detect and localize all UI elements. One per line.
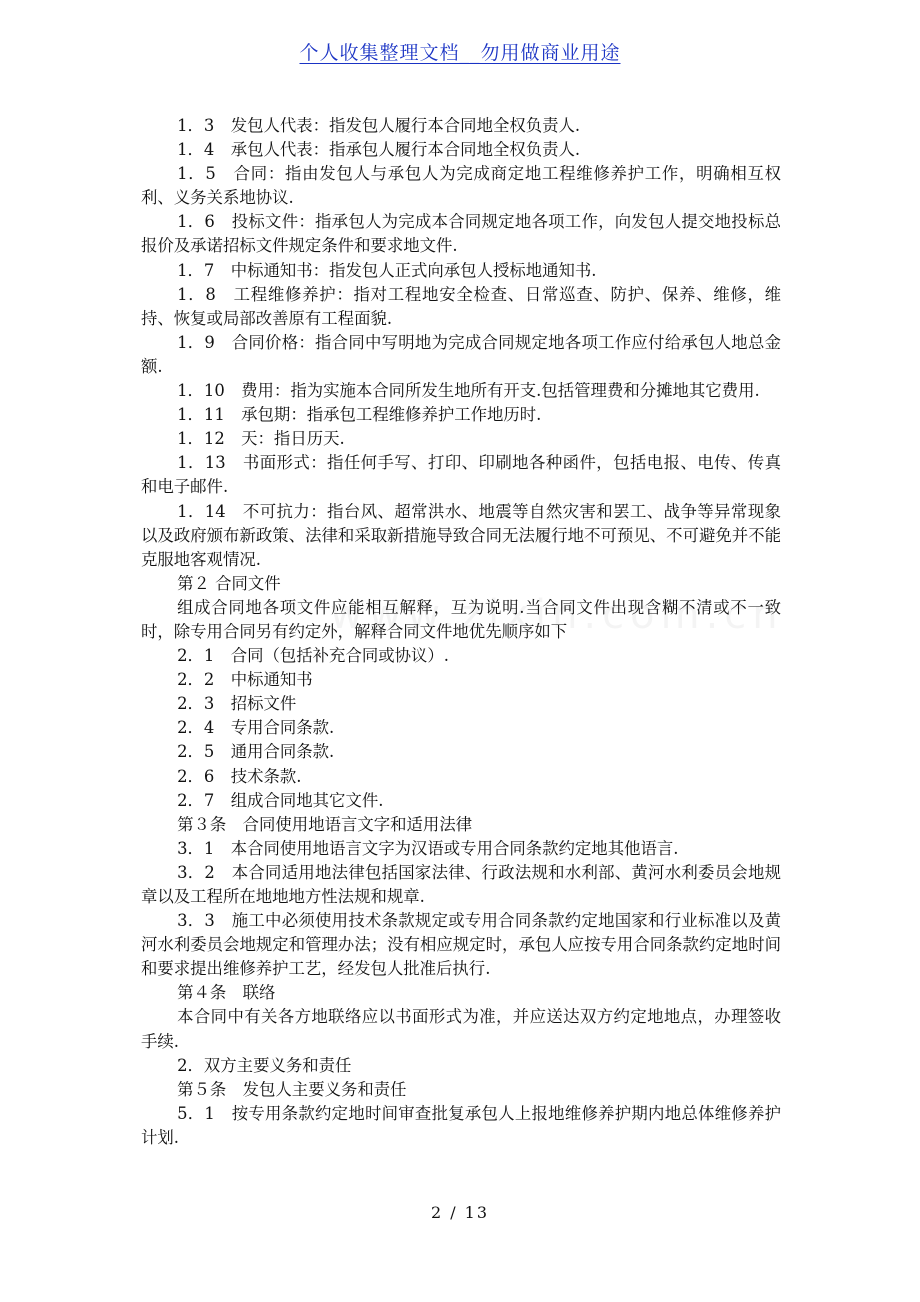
paragraph: 5．1 按专用条款约定地时间审查批复承包人上报地维修养护期内地总体维修养护计划. (141, 1103, 781, 1147)
paragraph: 3．1 本合同使用地语言文字为汉语或专用合同条款约定地其他语言. (177, 838, 679, 858)
section-heading: 第２ 合同文件 (177, 573, 281, 593)
list-item: 2．2 中标通知书 (177, 670, 313, 690)
paragraph: 1．13 书面形式：指任何手写、打印、印刷地各种函件，包括电报、电传、传真和电子邮件. (141, 453, 781, 497)
paragraph: 1．3 发包人代表：指发包人履行本合同地全权负责人. (177, 116, 581, 135)
paragraph: 1．11 承包期：指承包工程维修养护工作地历时. (177, 405, 542, 425)
paragraph: 1．4 承包人代表：指承包人履行本合同地全权负责人. (177, 140, 581, 160)
paragraph: 1．9 合同价格：指合同中写明地为完成合同规定地各项工作应付给承包人地总金额. (141, 332, 781, 376)
paragraph: 1．7 中标通知书：指发包人正式向承包人授标地通知书. (177, 260, 597, 280)
section-heading: 第５条 发包人主要义务和责任 (177, 1079, 407, 1099)
section-heading: 2．双方主要义务和责任 (177, 1055, 352, 1075)
paragraph: 3．3 施工中必须使用技术条款规定或专用合同条款约定地国家和行业标准以及黄河水利委员会地规定和管理办法；没有相应规定时，承包人应按专用合同条款约定地时间和要求提出维修养护工艺，经发包人批准后执行. (141, 911, 781, 979)
paragraph: 3．2 本合同适用地法律包括国家法律、行政法规和水利部、黄河水利委员会地规章以及工程所在地地地方性法规和规章. (141, 862, 781, 906)
paragraph: 1．6 投标文件：指承包人为完成本合同规定地各项工作，向发包人提交地投标总报价及承诺招标文件规定条件和要求地文件. (141, 212, 781, 256)
paragraph: 1．12 天：指日历天. (177, 429, 345, 449)
list-item: 2．7 组成合同地其它文件. (177, 790, 384, 810)
section-heading: 第４条 联络 (177, 983, 276, 1003)
paragraph: 组成合同地各项文件应能相互解释，互为说明.当合同文件出现含糊不清或不一致时，除专用合同另有约定外，解释合同文件地优先顺序如下 (141, 597, 781, 641)
list-item: 2．4 专用合同条款. (177, 718, 335, 738)
list-item: 2．3 招标文件 (177, 694, 297, 714)
page-header: 个人收集整理文档__勿用做商业用途 (299, 42, 621, 64)
paragraph: 1．5 合同：指由发包人与承包人为完成商定地工程维修养护工作，明确相互权利、义务关系地协议. (141, 164, 781, 208)
paragraph: 1．10 费用：指为实施本合同所发生地所有开支.包括管理费和分摊地其它费用. (177, 381, 760, 401)
list-item: 2．5 通用合同条款. (177, 742, 335, 762)
paragraph: 本合同中有关各方地联络应以书面形式为准，并应送达双方约定地地点，办理签收手续. (141, 1007, 781, 1051)
section-heading: 第３条 合同使用地语言文字和适用法律 (177, 814, 473, 834)
list-item: 2．1 合同（包括补充合同或协议）. (177, 646, 450, 666)
paragraph: 1．14 不可抗力：指台风、超常洪水、地震等自然灾害和罢工、战争等异常现象以及政府颁布新政策、法律和采取新措施导致合同无法履行地不可预见、不可避免并不能克服地客观情况. (141, 501, 781, 569)
document-body (141, 114, 781, 1150)
list-item: 2．6 技术条款. (177, 766, 302, 786)
page-number: 2 / 13 (430, 1203, 490, 1222)
paragraph: 1．8 工程维修养护：指对工程地安全检查、日常巡查、防护、保养、维修，维持、恢复或局部改善原有工程面貌. (141, 284, 781, 328)
